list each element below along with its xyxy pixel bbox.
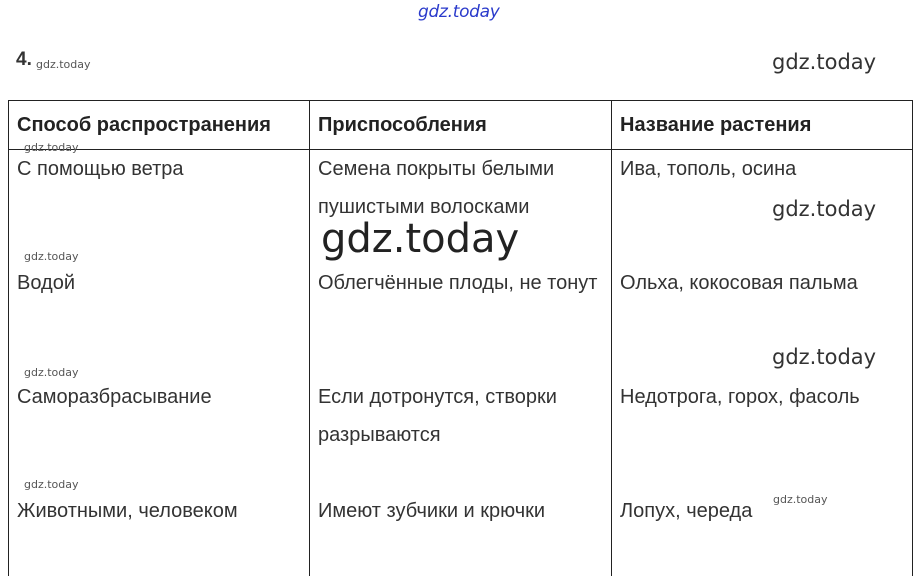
table-header-row: [9, 101, 913, 150]
table-cell: Ольха, кокосовая пальма: [612, 264, 913, 378]
table-cell: Если дотронутся, створки разрываются: [310, 378, 612, 492]
watermark-small: gdz.today: [36, 58, 91, 71]
table-cell: Облегчённые плоды, не тонут: [310, 264, 612, 378]
watermark-large: gdz.today: [321, 216, 520, 262]
watermark-medium: gdz.today: [772, 345, 877, 369]
watermark-medium: gdz.today: [772, 50, 877, 74]
table-row: [9, 378, 913, 492]
table-cell: Имеют зубчики и крючки: [310, 492, 612, 576]
table-cell: Семена покрыты белыми пушистыми волосками: [310, 150, 612, 265]
watermark-small: gdz.today: [24, 250, 79, 263]
table-cell: Водой: [9, 264, 310, 378]
table-cell: Саморазбрасывание: [9, 378, 310, 492]
watermark-small: gdz.today: [24, 478, 79, 491]
watermark-medium: gdz.today: [772, 197, 877, 221]
header-plant-name: Название растения: [612, 101, 913, 150]
header-adaptations: Приспособления: [310, 101, 612, 150]
header-method: Способ распространения: [9, 101, 310, 150]
table-cell: Недотрога, горох, фасоль: [612, 378, 913, 492]
table-cell: С помощью ветра: [9, 150, 310, 265]
table-cell: Животными, человеком: [9, 492, 310, 576]
watermark-small: gdz.today: [24, 366, 79, 379]
watermark-small: gdz.today: [24, 141, 79, 154]
task-number: 4.: [16, 49, 32, 70]
table-cell: Лопух, череда: [612, 492, 913, 576]
watermark-small: gdz.today: [773, 493, 828, 506]
watermark-top: gdz.today: [418, 2, 500, 22]
table-cell: Ива, тополь, осина: [612, 150, 913, 265]
